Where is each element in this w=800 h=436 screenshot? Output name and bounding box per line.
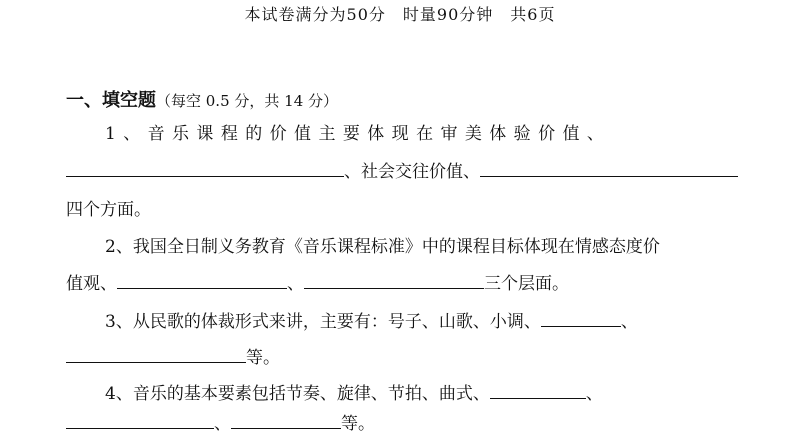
answer-blank-1a[interactable] xyxy=(66,161,344,177)
exam-header-info: 本试卷满分为50分 时量90分钟 共6页 xyxy=(244,5,556,24)
answer-blank-1b[interactable] xyxy=(480,161,738,177)
question-3-line-1 xyxy=(105,310,638,334)
question-2-text-c: 三个层面。 xyxy=(484,274,569,294)
question-1-line-1: 1 、 音 乐 课 程 的 价 值 主 要 体 现 在 审 美 体 验 价 值 、 xyxy=(105,124,605,144)
question-2-line-2 xyxy=(66,272,569,296)
question-2-line-1: 2、我国全日制义务教育《音乐课程标准》中的课程目标体现在情感态度价 xyxy=(105,237,660,257)
section-heading: 一、填空题 xyxy=(66,90,156,111)
question-3-sep: 、 xyxy=(620,312,638,332)
question-4-end: 等。 xyxy=(341,414,375,434)
question-4-sep-2: 、 xyxy=(214,414,231,434)
question-1-text-mid: 、社会交往价值、 xyxy=(344,162,480,182)
answer-blank-4a[interactable] xyxy=(490,383,586,399)
question-1-line-2 xyxy=(66,160,738,184)
question-1-line-3: 四个方面。 xyxy=(66,200,151,220)
question-4-line-2 xyxy=(66,412,375,436)
answer-blank-4b[interactable] xyxy=(66,413,214,429)
question-2-text-a: 值观、 xyxy=(66,274,117,294)
answer-blank-2b[interactable] xyxy=(304,273,484,289)
answer-blank-3b[interactable] xyxy=(66,347,246,363)
answer-blank-2a[interactable] xyxy=(117,273,287,289)
question-4-text: 4、音乐的基本要素包括节奏、旋律、节拍、曲式、 xyxy=(105,384,490,404)
question-3-end: 等。 xyxy=(246,348,280,368)
question-2-text-b: 、 xyxy=(287,274,304,294)
question-3-text: 3、从民歌的体裁形式来讲，主要有：号子、山歌、小调、 xyxy=(105,312,541,332)
answer-blank-3a[interactable] xyxy=(541,311,621,327)
section-scoring-note: （每空 0.5 分，共 14 分） xyxy=(156,92,339,110)
question-4-sep: 、 xyxy=(585,384,603,404)
question-4-line-1 xyxy=(105,382,603,406)
question-3-line-2 xyxy=(66,346,280,370)
answer-blank-4c[interactable] xyxy=(231,413,341,429)
section-title xyxy=(66,86,338,112)
